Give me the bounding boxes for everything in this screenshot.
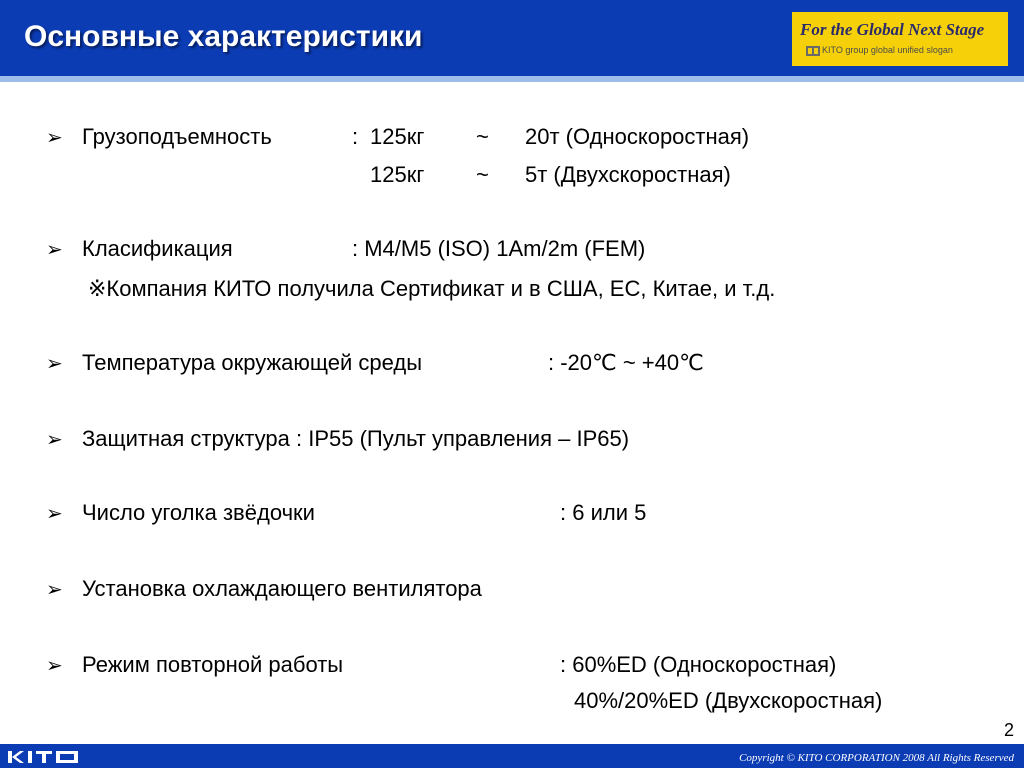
sprocket-label: Число уголка звёдочки bbox=[82, 500, 315, 525]
classification-value: : M4/M5 (ISO) 1Am/2m (FEM) bbox=[352, 236, 646, 261]
capacity-max-1: 20т (Односкоростная) bbox=[525, 124, 750, 149]
capacity-tilde-2: ~ bbox=[476, 162, 489, 187]
capacity-max-2: 5т (Двухскоростная) bbox=[525, 162, 731, 187]
duty-label: Режим повторной работы bbox=[82, 652, 344, 677]
bullet-arrow-icon: ➢ bbox=[46, 125, 63, 149]
capacity-colon: : bbox=[352, 124, 359, 149]
bullet-arrow-icon: ➢ bbox=[46, 501, 63, 525]
sprocket-value: : 6 или 5 bbox=[560, 500, 647, 525]
capacity-min-2: 125кг bbox=[370, 162, 425, 187]
classification-label: Класификация bbox=[82, 236, 233, 261]
temperature-value: : -20℃ ~ +40℃ bbox=[548, 350, 704, 375]
temperature-label: Температура окружающей среды bbox=[82, 350, 423, 375]
capacity-min-1: 125кг bbox=[370, 124, 425, 149]
bullet-arrow-icon: ➢ bbox=[46, 577, 63, 601]
page-number: 2 bbox=[1003, 720, 1014, 740]
copyright-text: Copyright © KITO CORPORATION 2008 All Rights Reserved bbox=[739, 752, 1014, 764]
slide-title: Основные характеристики bbox=[24, 20, 423, 53]
bullet-arrow-icon: ➢ bbox=[46, 653, 63, 677]
duty-value-1: : 60%ED (Односкоростная) bbox=[560, 652, 837, 677]
kito-mark-icon bbox=[806, 46, 820, 56]
slogan-sub-text: KITO group global unified slogan bbox=[822, 45, 953, 55]
header-divider bbox=[0, 76, 1024, 82]
capacity-tilde-1: ~ bbox=[476, 124, 489, 149]
bullet-arrow-icon: ➢ bbox=[46, 237, 63, 261]
cooling-fan: Установка охлаждающего вентилятора bbox=[82, 576, 482, 601]
capacity-label: Грузоподъемность bbox=[82, 124, 272, 149]
protection-structure: Защитная структура : IP55 (Пульт управления – IP65) bbox=[82, 426, 630, 451]
slogan-banner bbox=[792, 12, 1008, 66]
bullet-arrow-icon: ➢ bbox=[46, 351, 63, 375]
slogan-main-text: For the Global Next Stage bbox=[800, 20, 985, 39]
duty-value-2: 40%/20%ED (Двухскоростная) bbox=[574, 688, 883, 713]
kito-logo-icon bbox=[6, 749, 86, 765]
bullet-arrow-icon: ➢ bbox=[46, 427, 63, 451]
certificate-note: ※Компания КИТО получила Сертификат и в США, ЕС, Китае, и т.д. bbox=[88, 276, 776, 301]
